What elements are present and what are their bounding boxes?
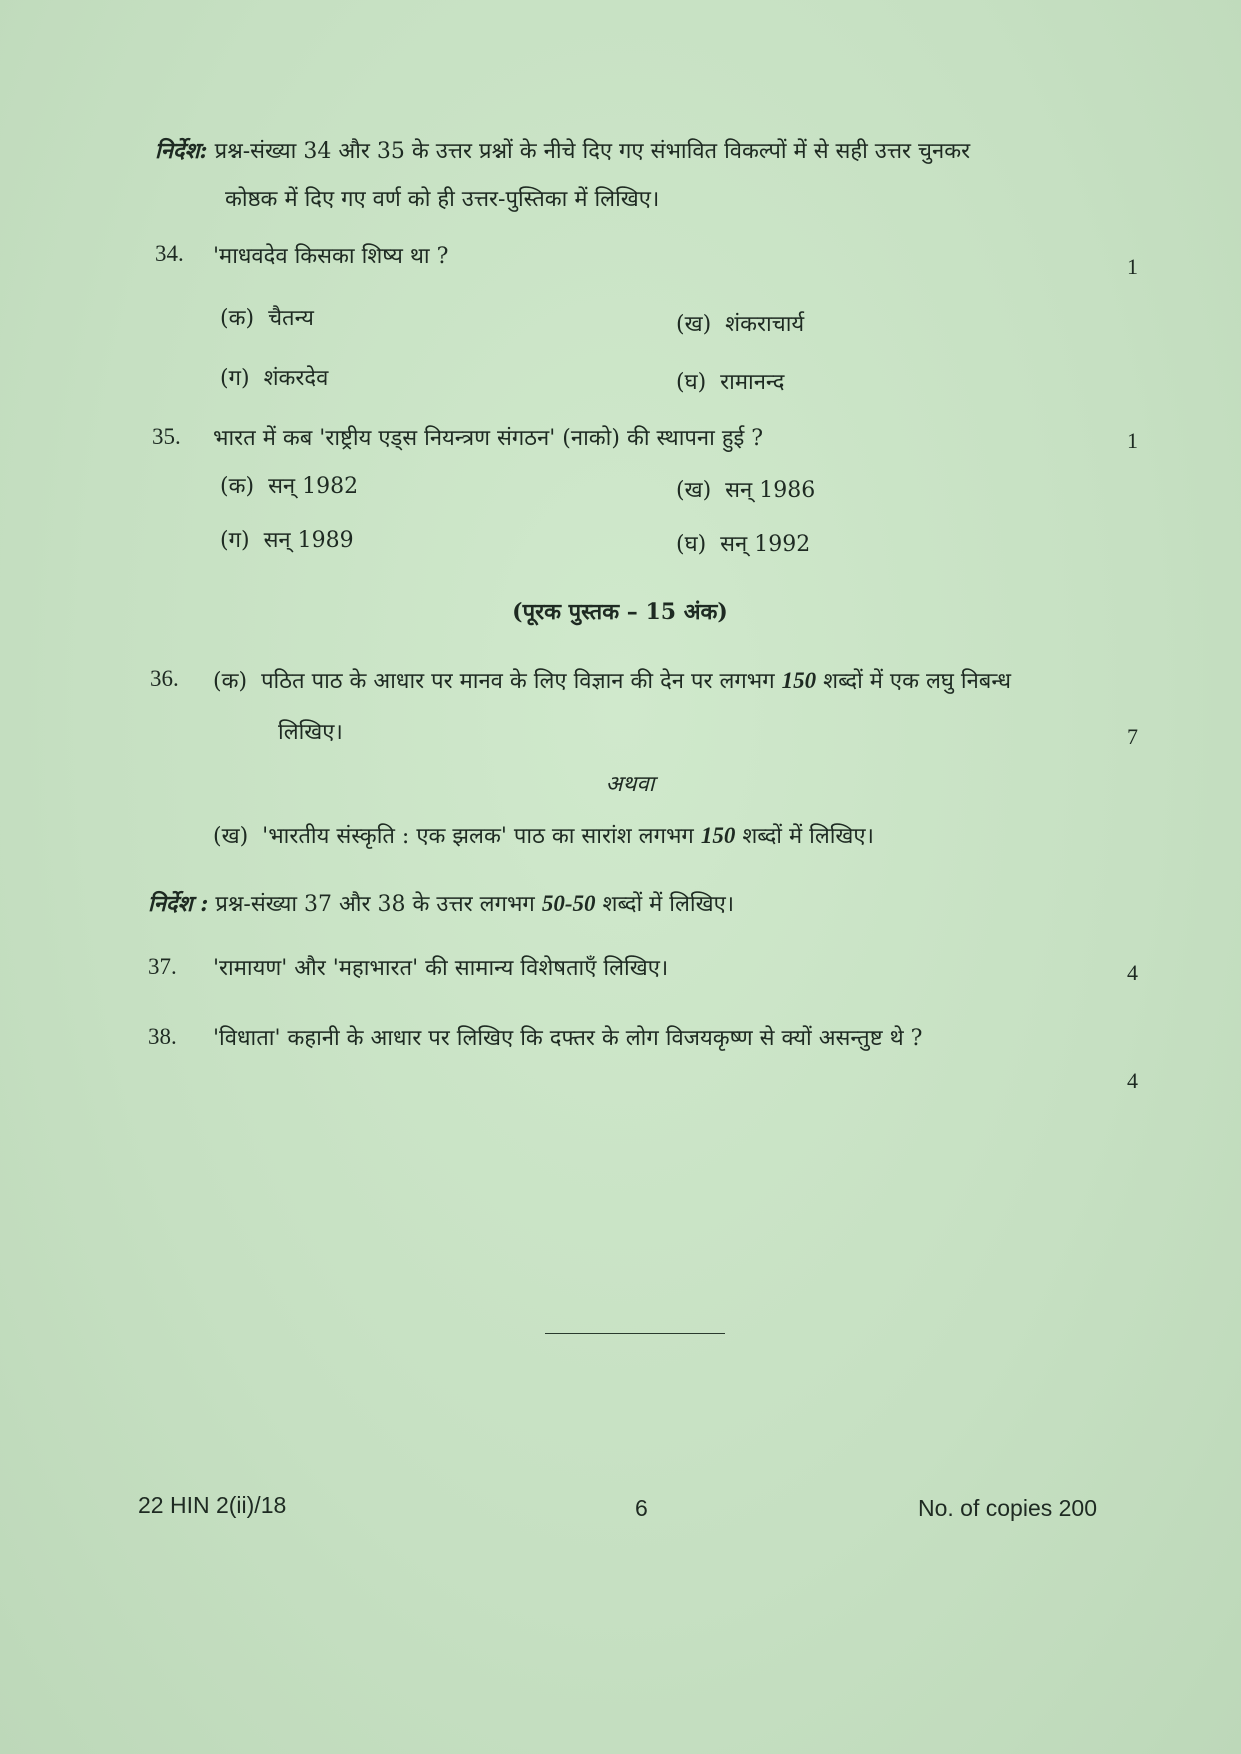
option-text: रामानन्द — [720, 370, 785, 395]
directions-37-38 — [148, 889, 734, 920]
directions-word-count: 50-50 — [541, 891, 596, 916]
option-label: (घ) — [676, 532, 707, 557]
q34-text: 'माधवदेव किसका शिष्य था ? — [213, 244, 449, 269]
q36-a-label: (क) — [213, 669, 248, 694]
q36-a-line1 — [213, 666, 1011, 697]
q35-number: 35. — [152, 424, 181, 449]
q36-a-word-count: 150 — [781, 668, 817, 693]
option-text: सन् 1992 — [720, 532, 811, 557]
footer-copies: No. of copies 200 — [918, 1495, 1098, 1521]
q37-number: 37. — [148, 954, 177, 979]
q36-b-text-end: शब्दों में लिखिए। — [742, 824, 874, 849]
q35-text: भारत में कब 'राष्ट्रीय एड्स नियन्त्रण संगठन' (नाको) की स्थापना हुई ? — [213, 426, 764, 451]
directions-label: निर्देश: — [155, 138, 208, 164]
directions-text-line1: प्रश्न-संख्या 34 और 35 के उत्तर प्रश्नों के नीचे दिए गए संभावित विकल्पों में से सही उत्तर चुनकर — [214, 139, 971, 164]
option-text: सन् 1989 — [263, 528, 354, 553]
directions-34-35 — [155, 136, 970, 167]
q36-b-label: (ख) — [213, 824, 249, 849]
q34-marks: 1 — [1127, 254, 1138, 279]
q37-marks: 4 — [1127, 960, 1138, 985]
section-heading: (पूरक पुस्तक – 15 अंक) — [512, 599, 728, 625]
q34-option-b — [676, 310, 804, 340]
q34-option-a — [220, 304, 314, 334]
q34-number: 34. — [155, 241, 184, 266]
option-text: चैतन्य — [268, 306, 314, 331]
option-label: (ख) — [676, 478, 712, 503]
directions-text: प्रश्न-संख्या 37 और 38 के उत्तर लगभग — [215, 892, 535, 917]
q36-a-line2: लिखिए। — [278, 720, 343, 745]
q36-a-text-end: शब्दों में एक लघु निबन्ध — [823, 669, 1011, 694]
q36-b-word-count: 150 — [700, 823, 736, 848]
directions-text-line2: कोष्ठक में दिए गए वर्ण को ही उत्तर-पुस्तिका में लिखिए। — [225, 187, 660, 212]
q35-option-c — [220, 526, 354, 556]
q38-marks: 4 — [1127, 1068, 1138, 1093]
option-text: सन् 1982 — [268, 474, 359, 499]
directions-label: निर्देश : — [148, 891, 209, 917]
q36-or: अथवा — [605, 772, 655, 797]
q34-option-d — [676, 368, 784, 398]
end-rule — [545, 1333, 725, 1334]
q35-option-d — [676, 530, 810, 560]
option-text: शंकराचार्य — [725, 312, 805, 337]
q35-option-b — [676, 476, 815, 506]
option-label: (ख) — [676, 312, 712, 337]
option-label: (घ) — [676, 370, 707, 395]
option-label: (क) — [220, 306, 255, 331]
q35-option-a — [220, 472, 358, 502]
q36-number: 36. — [150, 666, 179, 691]
footer-page-number: 6 — [635, 1495, 648, 1521]
option-text: सन् 1986 — [725, 478, 816, 503]
q37-text: 'रामायण' और 'महाभारत' की सामान्य विशेषताएँ लिखिए। — [213, 956, 669, 981]
option-text: शंकरदेव — [263, 366, 329, 391]
directions-text-end: शब्दों में लिखिए। — [602, 892, 735, 917]
q38-text: 'विधाता' कहानी के आधार पर लिखिए कि दफ्तर के लोग विजयकृष्ण से क्यों असन्तुष्ट थे ? — [213, 1026, 923, 1051]
footer-paper-code: 22 HIN 2(ii)/18 — [138, 1492, 287, 1518]
option-label: (ग) — [220, 366, 250, 391]
q34-option-c — [220, 364, 328, 394]
q36-b-text: 'भारतीय संस्कृति : एक झलक' पाठ का सारांश लगभग — [262, 824, 694, 849]
q35-marks: 1 — [1127, 428, 1138, 453]
option-label: (क) — [220, 474, 255, 499]
option-label: (ग) — [220, 528, 250, 553]
q36-b — [213, 821, 874, 852]
q36-a-text: पठित पाठ के आधार पर मानव के लिए विज्ञान की देन पर लगभग — [261, 669, 775, 694]
q38-number: 38. — [148, 1024, 177, 1049]
q36-marks: 7 — [1127, 724, 1138, 749]
